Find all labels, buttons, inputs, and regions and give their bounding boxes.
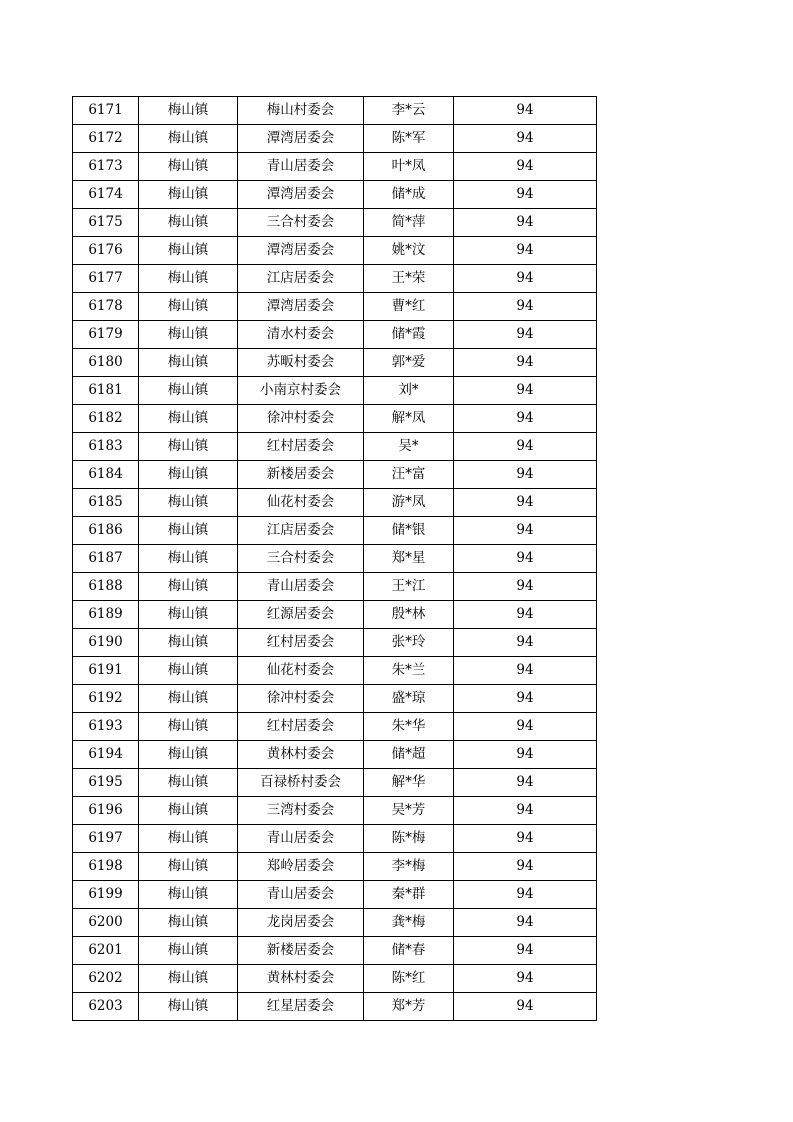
town-cell: 梅山镇 — [139, 629, 238, 657]
table-row — [73, 265, 597, 293]
town-cell: 梅山镇 — [139, 601, 238, 629]
committee-cell: 徐冲村委会 — [238, 685, 364, 713]
row-number: 6177 — [73, 265, 139, 293]
row-number: 6174 — [73, 181, 139, 209]
table-row — [73, 797, 597, 825]
committee-cell: 红村居委会 — [238, 713, 364, 741]
town-cell: 梅山镇 — [139, 405, 238, 433]
table-row — [73, 825, 597, 853]
committee-cell: 潭湾居委会 — [238, 181, 364, 209]
town-cell: 梅山镇 — [139, 853, 238, 881]
score-cell: 94 — [454, 881, 597, 909]
row-number: 6202 — [73, 965, 139, 993]
committee-cell: 青山居委会 — [238, 881, 364, 909]
name-cell: 郑*星 — [364, 545, 454, 573]
table-row — [73, 881, 597, 909]
name-cell: 游*凤 — [364, 489, 454, 517]
score-cell: 94 — [454, 853, 597, 881]
name-cell: 张*玲 — [364, 629, 454, 657]
row-number: 6171 — [73, 97, 139, 125]
town-cell: 梅山镇 — [139, 97, 238, 125]
town-cell: 梅山镇 — [139, 881, 238, 909]
name-cell: 陈*军 — [364, 125, 454, 153]
town-cell: 梅山镇 — [139, 685, 238, 713]
table-row — [73, 405, 597, 433]
name-cell: 秦*群 — [364, 881, 454, 909]
name-cell: 储*超 — [364, 741, 454, 769]
name-cell: 简*萍 — [364, 209, 454, 237]
name-cell: 李*梅 — [364, 853, 454, 881]
row-number: 6181 — [73, 377, 139, 405]
row-number: 6195 — [73, 769, 139, 797]
committee-cell: 仙花村委会 — [238, 657, 364, 685]
town-cell: 梅山镇 — [139, 769, 238, 797]
committee-cell: 红村居委会 — [238, 629, 364, 657]
committee-cell: 红源居委会 — [238, 601, 364, 629]
roster-table — [72, 96, 597, 1021]
table-row — [73, 713, 597, 741]
town-cell: 梅山镇 — [139, 937, 238, 965]
town-cell: 梅山镇 — [139, 489, 238, 517]
score-cell: 94 — [454, 629, 597, 657]
committee-cell: 徐冲村委会 — [238, 405, 364, 433]
name-cell: 姚*汶 — [364, 237, 454, 265]
name-cell: 曹*红 — [364, 293, 454, 321]
score-cell: 94 — [454, 965, 597, 993]
score-cell: 94 — [454, 209, 597, 237]
town-cell: 梅山镇 — [139, 209, 238, 237]
score-cell: 94 — [454, 937, 597, 965]
row-number: 6173 — [73, 153, 139, 181]
row-number: 6182 — [73, 405, 139, 433]
table-row — [73, 209, 597, 237]
row-number: 6193 — [73, 713, 139, 741]
committee-cell: 红星居委会 — [238, 993, 364, 1021]
score-cell: 94 — [454, 349, 597, 377]
table-row — [73, 153, 597, 181]
row-number: 6172 — [73, 125, 139, 153]
row-number: 6183 — [73, 433, 139, 461]
town-cell: 梅山镇 — [139, 545, 238, 573]
score-cell: 94 — [454, 461, 597, 489]
name-cell: 储*成 — [364, 181, 454, 209]
row-number: 6190 — [73, 629, 139, 657]
table-row — [73, 489, 597, 517]
score-cell: 94 — [454, 377, 597, 405]
name-cell: 储*春 — [364, 937, 454, 965]
score-cell: 94 — [454, 97, 597, 125]
score-cell: 94 — [454, 713, 597, 741]
town-cell: 梅山镇 — [139, 517, 238, 545]
name-cell: 王*江 — [364, 573, 454, 601]
table-row — [73, 293, 597, 321]
score-cell: 94 — [454, 993, 597, 1021]
town-cell: 梅山镇 — [139, 713, 238, 741]
score-cell: 94 — [454, 769, 597, 797]
name-cell: 叶*凤 — [364, 153, 454, 181]
table-row — [73, 685, 597, 713]
committee-cell: 三合村委会 — [238, 209, 364, 237]
name-cell: 储*霞 — [364, 321, 454, 349]
table-row — [73, 237, 597, 265]
committee-cell: 三合村委会 — [238, 545, 364, 573]
committee-cell: 青山居委会 — [238, 825, 364, 853]
score-cell: 94 — [454, 909, 597, 937]
town-cell: 梅山镇 — [139, 237, 238, 265]
score-cell: 94 — [454, 293, 597, 321]
score-cell: 94 — [454, 601, 597, 629]
row-number: 6199 — [73, 881, 139, 909]
row-number: 6185 — [73, 489, 139, 517]
committee-cell: 三湾村委会 — [238, 797, 364, 825]
score-cell: 94 — [454, 489, 597, 517]
committee-cell: 郑岭居委会 — [238, 853, 364, 881]
town-cell: 梅山镇 — [139, 349, 238, 377]
committee-cell: 红村居委会 — [238, 433, 364, 461]
row-number: 6201 — [73, 937, 139, 965]
town-cell: 梅山镇 — [139, 825, 238, 853]
table-row — [73, 741, 597, 769]
committee-cell: 苏畈村委会 — [238, 349, 364, 377]
table-row — [73, 909, 597, 937]
table-row — [73, 461, 597, 489]
score-cell: 94 — [454, 433, 597, 461]
row-number: 6189 — [73, 601, 139, 629]
name-cell: 汪*富 — [364, 461, 454, 489]
table-row — [73, 433, 597, 461]
score-cell: 94 — [454, 685, 597, 713]
table-row — [73, 517, 597, 545]
committee-cell: 青山居委会 — [238, 153, 364, 181]
table-row — [73, 853, 597, 881]
town-cell: 梅山镇 — [139, 993, 238, 1021]
name-cell: 吴* — [364, 433, 454, 461]
table-row — [73, 125, 597, 153]
table-row — [73, 349, 597, 377]
row-number: 6184 — [73, 461, 139, 489]
score-cell: 94 — [454, 517, 597, 545]
town-cell: 梅山镇 — [139, 181, 238, 209]
town-cell: 梅山镇 — [139, 153, 238, 181]
table-row — [73, 377, 597, 405]
name-cell: 解*凤 — [364, 405, 454, 433]
name-cell: 王*荣 — [364, 265, 454, 293]
score-cell: 94 — [454, 237, 597, 265]
table-row — [73, 321, 597, 349]
score-cell: 94 — [454, 125, 597, 153]
name-cell: 殷*林 — [364, 601, 454, 629]
table-row — [73, 573, 597, 601]
row-number: 6191 — [73, 657, 139, 685]
committee-cell: 梅山村委会 — [238, 97, 364, 125]
table-row — [73, 965, 597, 993]
score-cell: 94 — [454, 181, 597, 209]
score-cell: 94 — [454, 797, 597, 825]
row-number: 6192 — [73, 685, 139, 713]
table-row — [73, 545, 597, 573]
town-cell: 梅山镇 — [139, 965, 238, 993]
row-number: 6194 — [73, 741, 139, 769]
row-number: 6198 — [73, 853, 139, 881]
town-cell: 梅山镇 — [139, 909, 238, 937]
town-cell: 梅山镇 — [139, 265, 238, 293]
score-cell: 94 — [454, 545, 597, 573]
committee-cell: 仙花村委会 — [238, 489, 364, 517]
row-number: 6179 — [73, 321, 139, 349]
name-cell: 李*云 — [364, 97, 454, 125]
town-cell: 梅山镇 — [139, 433, 238, 461]
committee-cell: 小南京村委会 — [238, 377, 364, 405]
name-cell: 盛*琼 — [364, 685, 454, 713]
score-cell: 94 — [454, 825, 597, 853]
town-cell: 梅山镇 — [139, 321, 238, 349]
score-cell: 94 — [454, 741, 597, 769]
name-cell: 龚*梅 — [364, 909, 454, 937]
name-cell: 吴*芳 — [364, 797, 454, 825]
town-cell: 梅山镇 — [139, 573, 238, 601]
name-cell: 郭*爱 — [364, 349, 454, 377]
row-number: 6200 — [73, 909, 139, 937]
committee-cell: 清水村委会 — [238, 321, 364, 349]
name-cell: 陈*梅 — [364, 825, 454, 853]
town-cell: 梅山镇 — [139, 461, 238, 489]
table-row — [73, 769, 597, 797]
name-cell: 郑*芳 — [364, 993, 454, 1021]
score-cell: 94 — [454, 573, 597, 601]
score-cell: 94 — [454, 405, 597, 433]
table-row — [73, 97, 597, 125]
row-number: 6187 — [73, 545, 139, 573]
row-number: 6176 — [73, 237, 139, 265]
committee-cell: 黄林村委会 — [238, 965, 364, 993]
town-cell: 梅山镇 — [139, 797, 238, 825]
name-cell: 陈*红 — [364, 965, 454, 993]
table-row — [73, 601, 597, 629]
roster-body — [73, 97, 597, 1021]
committee-cell: 潭湾居委会 — [238, 237, 364, 265]
table-row — [73, 657, 597, 685]
row-number: 6175 — [73, 209, 139, 237]
name-cell: 朱*兰 — [364, 657, 454, 685]
town-cell: 梅山镇 — [139, 741, 238, 769]
score-cell: 94 — [454, 321, 597, 349]
row-number: 6178 — [73, 293, 139, 321]
row-number: 6196 — [73, 797, 139, 825]
row-number: 6188 — [73, 573, 139, 601]
table-row — [73, 629, 597, 657]
committee-cell: 青山居委会 — [238, 573, 364, 601]
score-cell: 94 — [454, 657, 597, 685]
name-cell: 解*华 — [364, 769, 454, 797]
score-cell: 94 — [454, 265, 597, 293]
row-number: 6203 — [73, 993, 139, 1021]
committee-cell: 黄林村委会 — [238, 741, 364, 769]
committee-cell: 江店居委会 — [238, 517, 364, 545]
town-cell: 梅山镇 — [139, 377, 238, 405]
name-cell: 刘* — [364, 377, 454, 405]
row-number: 6186 — [73, 517, 139, 545]
town-cell: 梅山镇 — [139, 293, 238, 321]
committee-cell: 江店居委会 — [238, 265, 364, 293]
table-row — [73, 181, 597, 209]
row-number: 6197 — [73, 825, 139, 853]
committee-cell: 新楼居委会 — [238, 937, 364, 965]
table-row — [73, 993, 597, 1021]
score-cell: 94 — [454, 153, 597, 181]
row-number: 6180 — [73, 349, 139, 377]
committee-cell: 潭湾居委会 — [238, 293, 364, 321]
table-row — [73, 937, 597, 965]
name-cell: 储*银 — [364, 517, 454, 545]
name-cell: 朱*华 — [364, 713, 454, 741]
committee-cell: 龙岗居委会 — [238, 909, 364, 937]
committee-cell: 新楼居委会 — [238, 461, 364, 489]
committee-cell: 百禄桥村委会 — [238, 769, 364, 797]
town-cell: 梅山镇 — [139, 125, 238, 153]
town-cell: 梅山镇 — [139, 657, 238, 685]
committee-cell: 潭湾居委会 — [238, 125, 364, 153]
